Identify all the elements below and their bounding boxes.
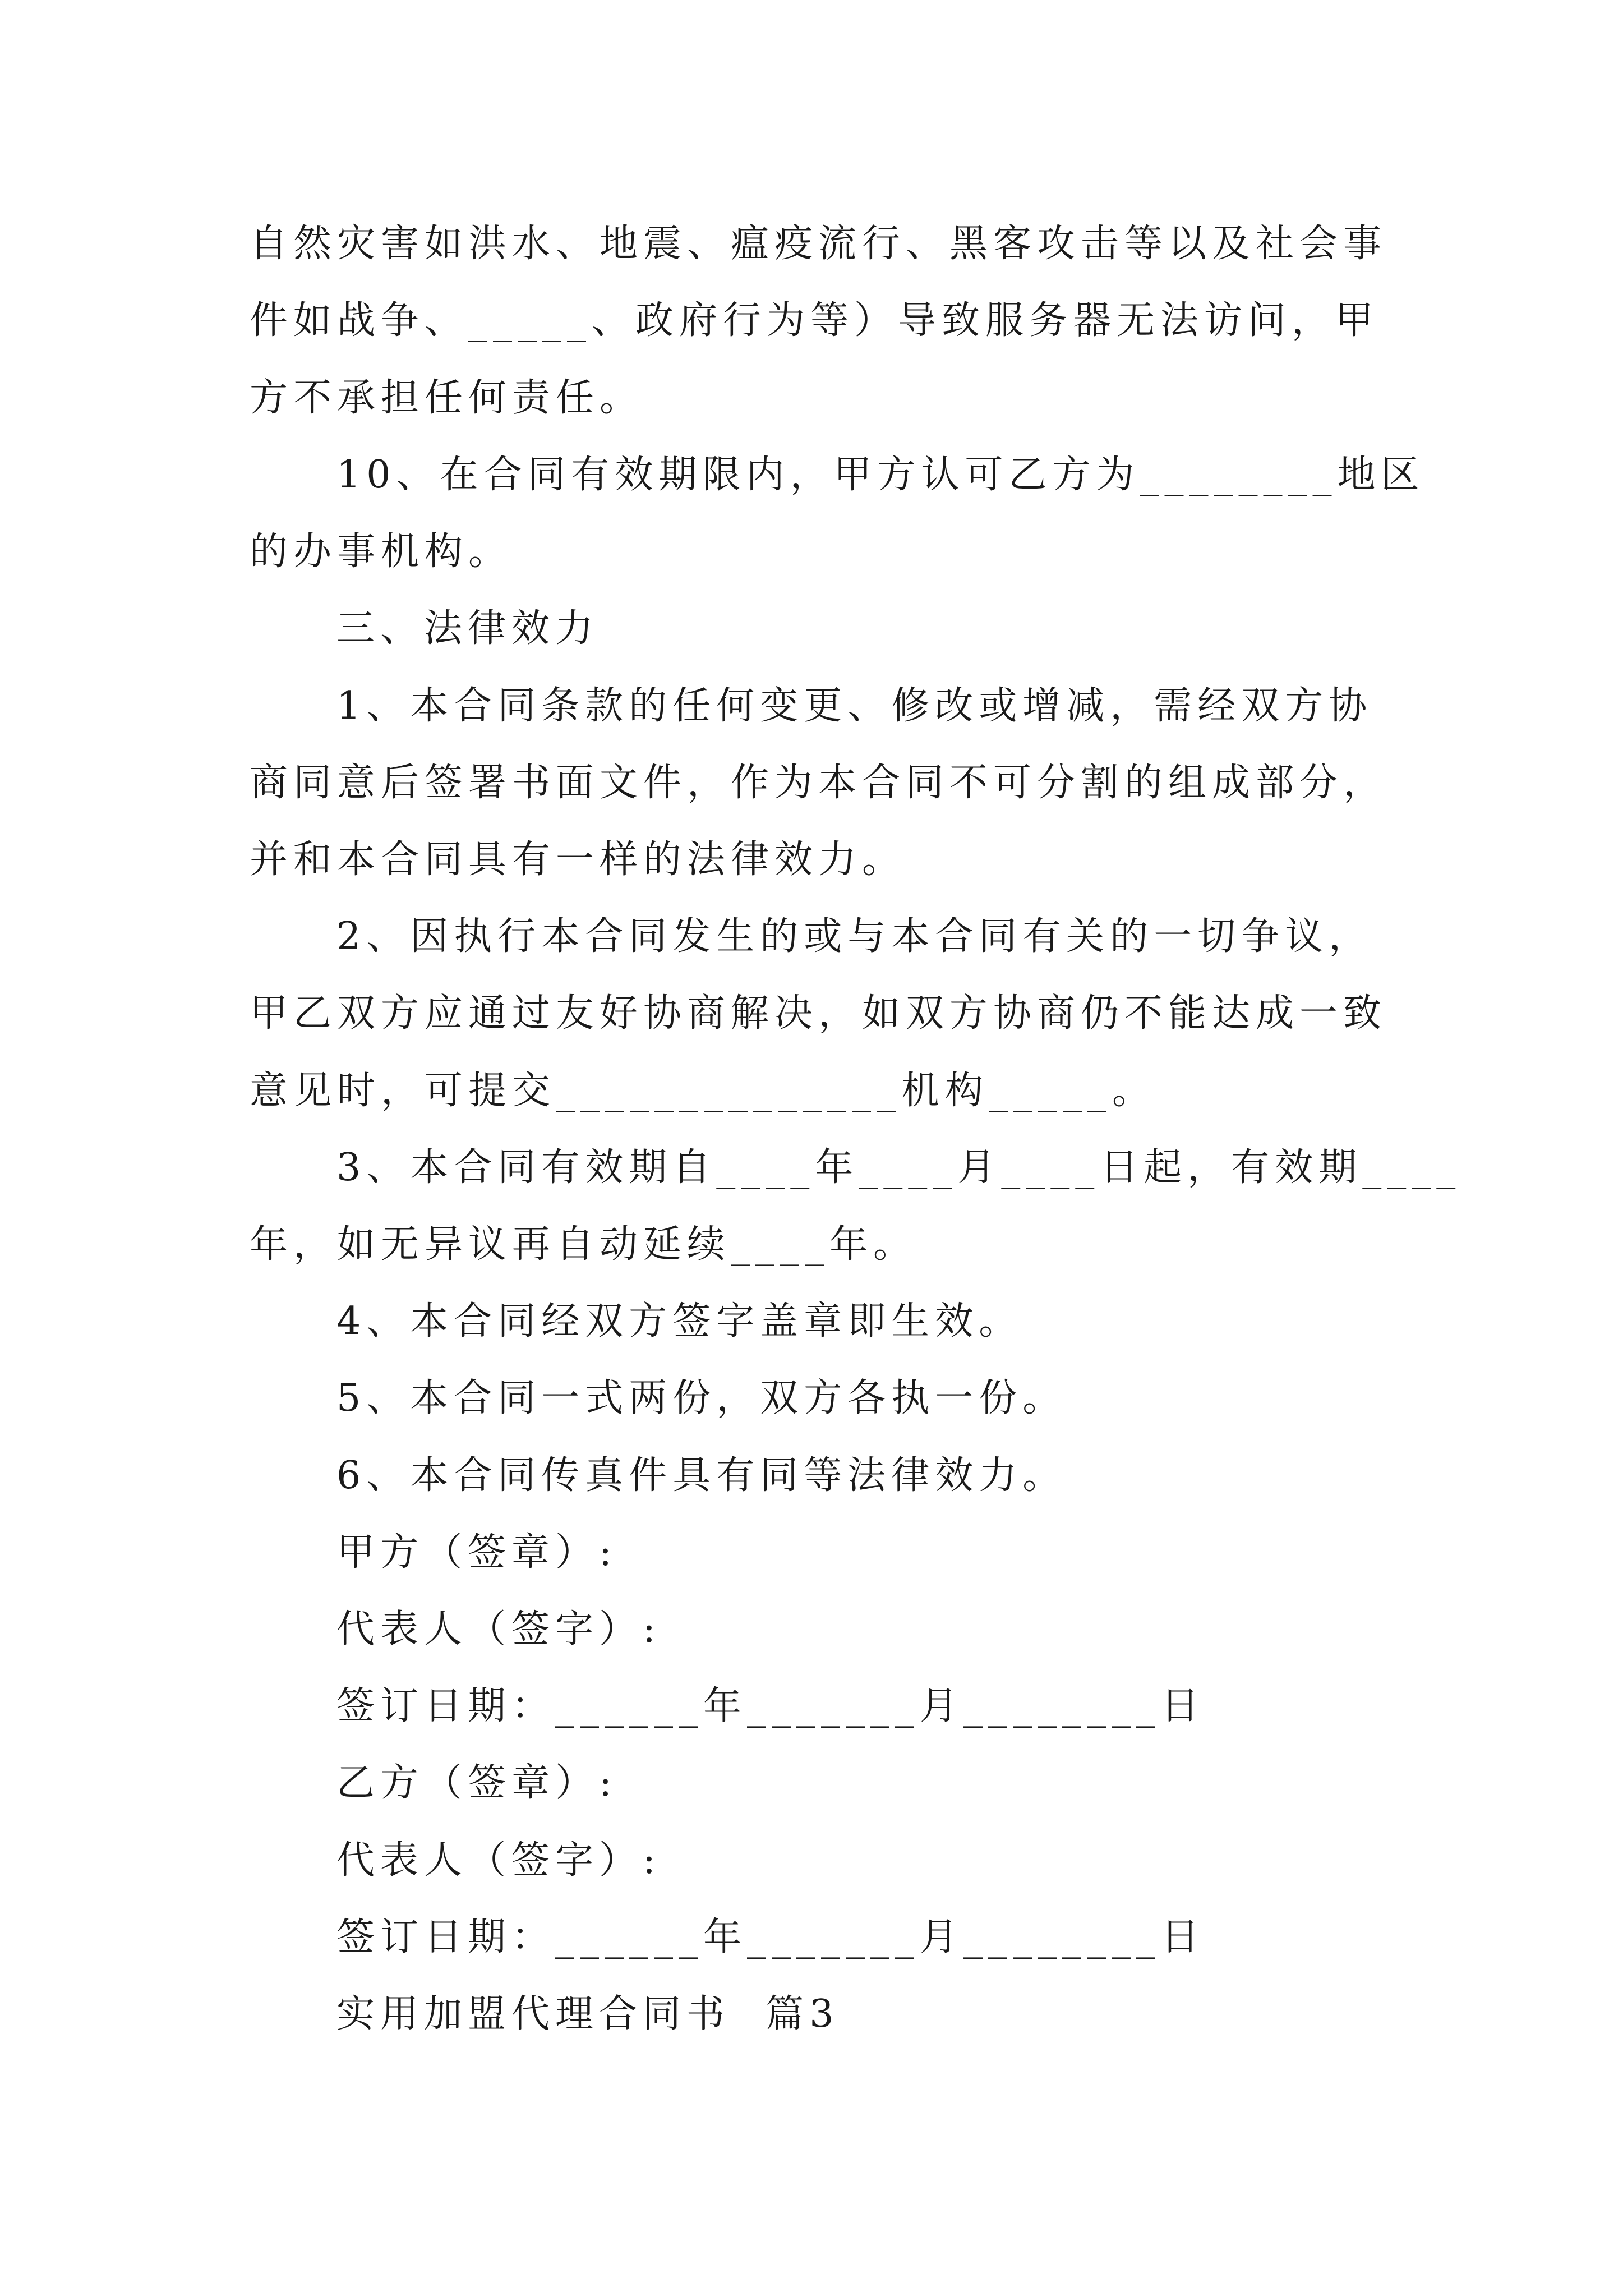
party-a-representative-label: 代表人（签字）: <box>336 1607 661 1651</box>
paragraph-line: 方不承担任何责任。 <box>250 376 644 420</box>
paragraph-line: 年，如无异议再自动延续____年。 <box>250 1222 917 1267</box>
party-b-sign-date: 签订日期：______年_______月________日 <box>336 1915 1205 1959</box>
clause-6: 6、本合同传真件具有同等法律效力。 <box>336 1453 1067 1498</box>
party-a-seal-label: 甲方（签章）: <box>336 1530 617 1575</box>
paragraph-line: 并和本合同具有一样的法律效力。 <box>250 838 906 882</box>
party-b-representative-label: 代表人（签字）: <box>336 1838 661 1883</box>
paragraph-line: 件如战争、_____、政府行为等）导致服务器无法访问，甲 <box>250 298 1380 343</box>
party-a-sign-date: 签订日期：______年_______月________日 <box>336 1684 1205 1728</box>
paragraph-line: 的办事机构。 <box>250 530 513 574</box>
clause-1: 1、本合同条款的任何变更、修改或增减，需经双方协 <box>336 684 1373 728</box>
party-b-seal-label: 乙方（签章）: <box>336 1761 617 1805</box>
clause-5: 5、本合同一式两份，双方各执一份。 <box>336 1376 1067 1420</box>
section-heading-legal-effect: 三、法律效力 <box>336 606 600 651</box>
paragraph-line: 意见时，可提交______________机构_____。 <box>250 1069 1156 1113</box>
next-document-title: 实用加盟代理合同书 篇3 <box>336 1992 840 2036</box>
paragraph-line: 自然灾害如洪水、地震、瘟疫流行、黑客攻击等以及社会事 <box>250 222 1387 266</box>
paragraph-line: 商同意后签署书面文件，作为本合同不可分割的组成部分， <box>250 761 1387 805</box>
clause-3: 3、本合同有效期自____年____月____日起，有效期____ <box>336 1145 1461 1190</box>
clause-2: 2、因执行本合同发生的或与本合同有关的一切争议， <box>336 914 1373 959</box>
clause-10: 10、在合同有效期限内，甲方认可乙方为________地区 <box>336 453 1425 497</box>
paragraph-line: 甲乙双方应通过友好协商解决，如双方协商仍不能达成一致 <box>250 991 1387 1036</box>
clause-4: 4、本合同经双方签字盖章即生效。 <box>336 1299 1023 1343</box>
